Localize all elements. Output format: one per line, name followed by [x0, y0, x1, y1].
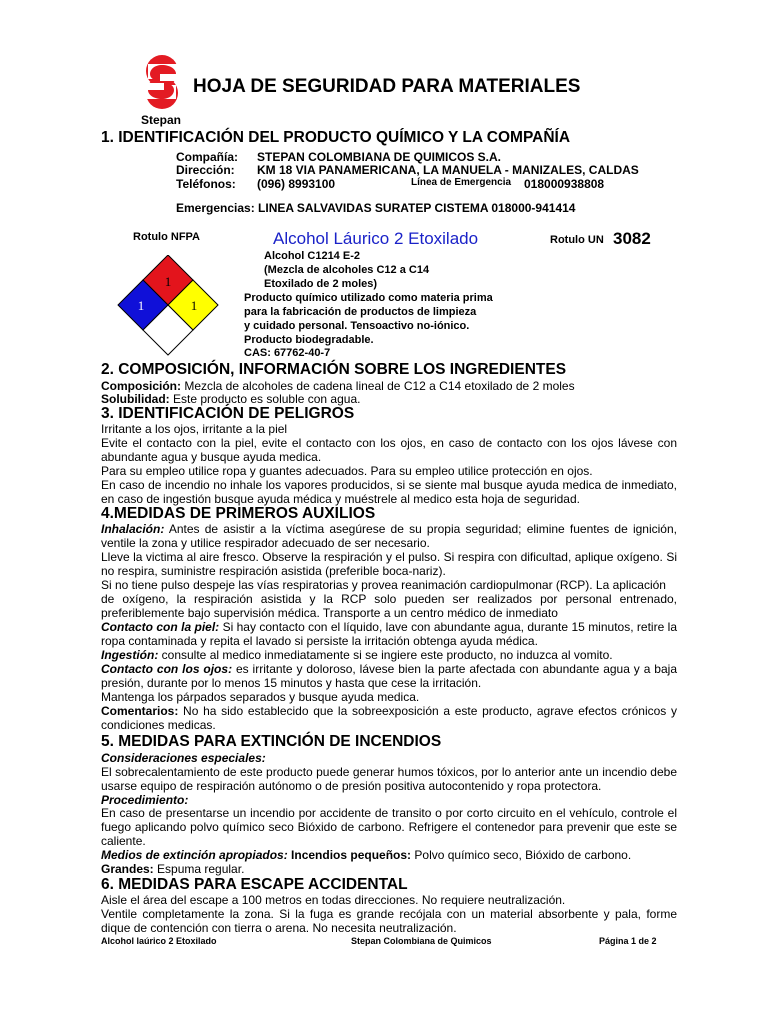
skin-contact-paragraph: [101, 620, 677, 648]
un-number: 3082: [613, 229, 651, 248]
footer-company: Stepan Colombiana de Quimicos: [351, 936, 492, 946]
hazard-paragraph: Irritante a los ojos, irritante a la piel: [101, 422, 288, 436]
product-name: Alcohol Láurico 2 Etoxilado: [273, 229, 479, 248]
nfpa-flammability-value: 1: [164, 274, 172, 289]
nfpa-label: Rotulo NFPA: [133, 231, 201, 243]
emergencies-line: Emergencias: LINEA SALVAVIDAS SURATEP CISTEMA 018000-941414: [176, 201, 576, 215]
stepan-logo: [140, 52, 184, 112]
nfpa-diamond: [117, 255, 219, 357]
hazard-paragraph: En caso de incendio no inhale los vapores producidos, si se siente mal busque ayuda medica de inmediato,: [101, 478, 677, 492]
emergency-line-value: 018000938808: [524, 177, 605, 191]
inhalation-label: Inhalación:: [101, 522, 165, 536]
section-1-heading: 1. IDENTIFICACIÓN DEL PRODUCTO QUÍMICO Y LA COMPAÑÍA: [101, 129, 571, 146]
eye-contact-label: Contacto con los ojos:: [101, 662, 233, 676]
hazard-paragraph: Para su empleo utilice ropa y guantes adecuados. Para su empleo utilice protección en ojos.: [101, 464, 593, 478]
section-5-heading: 5. MEDIDAS PARA EXTINCIÓN DE INCENDIOS: [101, 733, 442, 750]
nfpa-reactivity-value: 1: [190, 298, 198, 313]
ingestion-paragraph: [101, 648, 677, 662]
un-label: Rotulo UN: [550, 234, 604, 246]
section-6-heading: 6. MEDIDAS PARA ESCAPE ACCIDENTAL: [101, 876, 408, 893]
composition-line: [101, 379, 677, 393]
document-title: HOJA DE SEGURIDAD PARA MATERIALES: [193, 76, 581, 97]
product-desc-line: Alcohol C1214 E-2: [264, 250, 360, 262]
product-desc-line: Producto biodegradable.: [244, 334, 374, 346]
footer-page-number: Página 1 de 2: [599, 936, 657, 946]
spill-paragraph: Ventile completamente la zona. Si la fuga es grande recójala con un material absorbente y pala, forme dique de contención con tierra o arena. No necesita neutralización.: [101, 907, 677, 935]
section-2-heading: 2. COMPOSICIÓN, INFORMACIÓN SOBRE LOS INGREDIENTES: [101, 361, 567, 378]
skin-contact-label: Contacto con la piel:: [101, 620, 220, 634]
address-value: KM 18 VIA PANAMERICANA, LA MANUELA - MANIZALES, CALDAS: [257, 163, 639, 177]
procedure-text: En caso de presentarse un incendio por accidente de transito o por corto circuito en el vehículo, controle el fuego aplicando polvo químico seco Bióxido de carbono. Refrigere el contenedor para prevenir que este se caliente.: [101, 806, 677, 848]
section-3-heading: 3. IDENTIFICACIÓN DE PELIGROS: [101, 405, 355, 422]
spill-paragraph: Aisle el área del escape a 100 metros en todas direcciones. No requiere neutralización.: [101, 893, 566, 907]
solubility-label: Solubilidad:: [101, 392, 170, 406]
solubility-text: Este producto es soluble con agua.: [169, 392, 361, 406]
company-value: STEPAN COLOMBIANA DE QUIMICOS S.A.: [257, 150, 502, 164]
eye-contact-paragraph: [101, 662, 677, 690]
phones-value: (096) 8993100: [257, 177, 336, 191]
product-desc-line: y cuidado personal. Tensoactivo no-iónico.: [244, 320, 470, 332]
ingestion-label: Ingestión:: [101, 648, 159, 662]
first-aid-paragraph: Lleve la victima al aire fresco. Observe la respiración y el pulso. Si respira con dificultad, aplique oxígeno. Si no respira, suministre respiración asistida (preferible boca-nariz).: [101, 550, 677, 578]
procedure-label: Procedimiento:: [101, 793, 189, 807]
footer-product: Alcohol laúrico 2 Etoxilado: [101, 936, 217, 946]
first-aid-paragraph: de oxígeno, la respiración asistida y la RCP solo pueden ser realizados por personal entrenado, preferiblemente bajo supervisión médica. Transporte a un centro médico de inmediato: [101, 592, 677, 620]
small-fires-text: Polvo químico seco, Bióxido de carbono.: [411, 848, 632, 862]
product-desc-line: CAS: 67762-40-7: [244, 347, 331, 359]
emergency-line-label: Línea de Emergencia: [411, 177, 512, 188]
extinguishing-media-label: Medios de extinción apropiados:: [101, 848, 288, 862]
hazard-paragraph: Evite el contacto con la piel, evite el contacto con los ojos, en caso de contacto con los ojos lávese con abundante agua y busque ayuda medica.: [101, 436, 677, 464]
ingestion-text: consulte al medico inmediatamente si se ingiere este producto, no induzca al vomito.: [158, 648, 613, 662]
comments-paragraph: [101, 704, 677, 732]
large-fires-paragraph: [101, 862, 677, 876]
comments-text: No ha sido establecido que la sobreexposición a este producto, agrave efectos crónicos y condiciones medicas.: [101, 704, 677, 732]
composition-label: Composición:: [101, 379, 181, 393]
skin-contact-text: Si hay contacto con el líquido, lave con abundante agua, durante 15 minutos, retire la ropa contaminada y repita el lavado si persiste la irritación obtenga ayuda médica.: [101, 620, 678, 648]
solubility-line: [101, 392, 677, 406]
section-4-heading: 4.MEDIDAS DE PRIMEROS AUXILIOS: [101, 505, 376, 522]
inhalation-text: Antes de asistir a la víctima asegúrese de su propia seguridad; elimine fuentes de ignición, ventile la zona y utilice respirador adecuado de ser necesario.: [101, 522, 677, 550]
nfpa-health-value: 1: [137, 298, 145, 313]
company-label: Compañía:: [176, 150, 239, 164]
company-short-name: Stepan: [141, 113, 182, 127]
large-fires-label: Grandes:: [101, 862, 154, 876]
special-considerations-label: Consideraciones especiales:: [101, 751, 266, 765]
product-desc-line: (Mezcla de alcoholes C12 a C14: [264, 264, 430, 276]
eye-contact-text: es irritante y doloroso, lávese bien la parte afectada con abundante agua y a baja presión, durante por lo menos 15 minutos y hasta que cese la irritación.: [101, 662, 677, 690]
composition-text: Mezcla de alcoholes de cadena lineal de C12 a C14 etoxilado de 2 moles: [181, 379, 575, 393]
large-fires-text: Espuma regular.: [153, 862, 245, 876]
small-fires-label: Incendios pequeños:: [287, 848, 412, 862]
product-desc-line: Producto químico utilizado como materia prima: [244, 292, 493, 304]
address-label: Dirección:: [176, 163, 235, 177]
hazard-paragraph: en caso de ingestión busque ayuda médica y muéstrele al medico esta hoja de seguridad.: [101, 492, 580, 506]
product-desc-line: para la fabricación de productos de limpieza: [244, 306, 477, 318]
comments-label: Comentarios:: [101, 704, 179, 718]
extinguishing-media-paragraph: [101, 848, 677, 862]
first-aid-paragraph: Mantenga los párpados separados y busque ayuda medica.: [101, 690, 420, 704]
special-considerations-text: El sobrecalentamiento de este producto puede generar humos tóxicos, por lo anterior ante un incendio debe usarse equipo de respiración autónomo o de presión positiva autocontenido y ropa protectora.: [101, 765, 677, 793]
product-desc-line: Etoxilado de 2 moles): [264, 278, 378, 290]
phones-label: Teléfonos:: [176, 177, 236, 191]
inhalation-paragraph: [101, 522, 677, 550]
first-aid-paragraph: Si no tiene pulso despeje las vías respiratorias y provea reanimación cardiopulmonar (RCP). La aplicación: [101, 578, 666, 592]
